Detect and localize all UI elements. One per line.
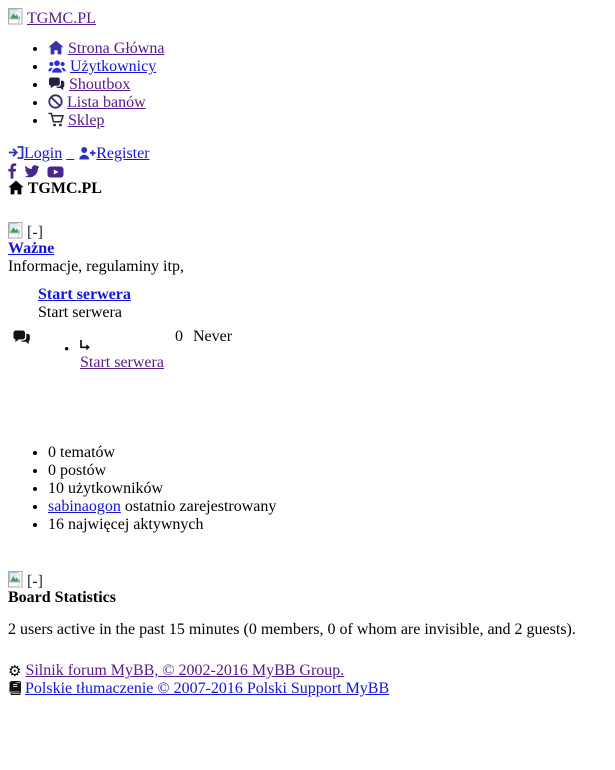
nav-item-home [48,40,607,58]
footer [8,662,607,698]
footer-credit-translation [8,680,607,698]
forum-status-row [8,328,607,376]
stats-item-members [48,480,607,498]
sign-in-icon [8,145,24,165]
home-icon [8,180,24,200]
stats-item-most-online [48,516,607,534]
statistics-title: Board Statistics [8,589,116,606]
header-logo-row [8,8,607,28]
footer-credit-mybb [8,662,607,680]
category-description: Informacje, regulaminy itp, [8,258,184,275]
account-links-row [8,145,607,163]
logo-link[interactable]: TGMC.PL [27,10,96,27]
nav-link-banlist[interactable]: Lista banów [67,94,146,111]
forum-title-link[interactable]: Start serwera [38,286,131,303]
nav-item-users [48,58,607,76]
category-title-link[interactable]: Ważne [8,240,55,257]
stats-item-newest-member [48,498,607,516]
forum-subtitle: Start serwera [38,304,122,321]
user-plus-icon [78,146,96,165]
nav-link-shoutbox[interactable]: Shoutbox [69,76,131,93]
newest-member-link[interactable]: sabinaogon [48,498,121,515]
broken-image-icon [8,8,27,30]
stats-item-posts [48,462,607,480]
nav-link-shop[interactable]: Sklep [68,112,105,129]
subforum-link[interactable]: Start serwera [80,354,164,371]
book-icon [8,681,21,700]
statistics-collapse-link[interactable]: [-] [27,573,43,590]
mybb-credit-link[interactable]: Silnik forum MyBB, © 2002-2016 MyBB Group. [25,662,345,679]
statistics-collapse-row [8,571,607,589]
category-collapse-row [8,222,607,240]
stats-text: 0 tematów [48,444,116,461]
social-links-row [8,163,607,180]
home-icon [48,40,64,60]
account-separator: _ [66,145,75,162]
stats-text: 0 postów [48,462,107,479]
subforum-bullet: • [64,342,70,358]
main-navigation [8,40,607,130]
forum-block [38,286,607,322]
nav-item-banlist [48,94,607,112]
translation-credit-link[interactable]: Polskie tłumaczenie © 2007-2016 Polski Support MyBB [25,680,390,697]
stats-text: ostatnio zarejestrowany [120,498,277,515]
category-collapse-link[interactable]: [-] [27,224,43,241]
stats-list [8,444,607,534]
board-title: TGMC.PL [27,180,102,197]
board-title-row [8,180,607,198]
board-statistics-section [8,571,607,607]
register-link[interactable]: Register [96,145,150,162]
nav-item-shop [48,112,607,130]
nav-item-shoutbox [48,76,607,94]
nav-link-users[interactable]: Użytkownicy [70,58,157,75]
category-title-row [8,240,607,258]
stats-text: 16 najwięcej aktywnych [48,516,204,533]
forum-page [8,8,607,698]
category-section [8,222,607,276]
stats-item-threads [48,444,607,462]
nav-link-home[interactable]: Strona Główna [68,40,165,57]
ban-icon [48,94,63,114]
comments-icon [12,330,31,350]
stats-text: 10 użytkowników [48,480,164,497]
last-post-value: Never [193,328,233,345]
active-users-line: 2 users active in the past 15 minutes (0 members, 0 of whom are invisible, and 2 guests). [8,621,576,638]
gear-icon: ⚙ [8,662,22,680]
login-link[interactable]: Login [24,145,63,162]
cart-icon [48,112,64,132]
forum-title-row [38,286,607,304]
threads-count: 0 [175,328,183,345]
